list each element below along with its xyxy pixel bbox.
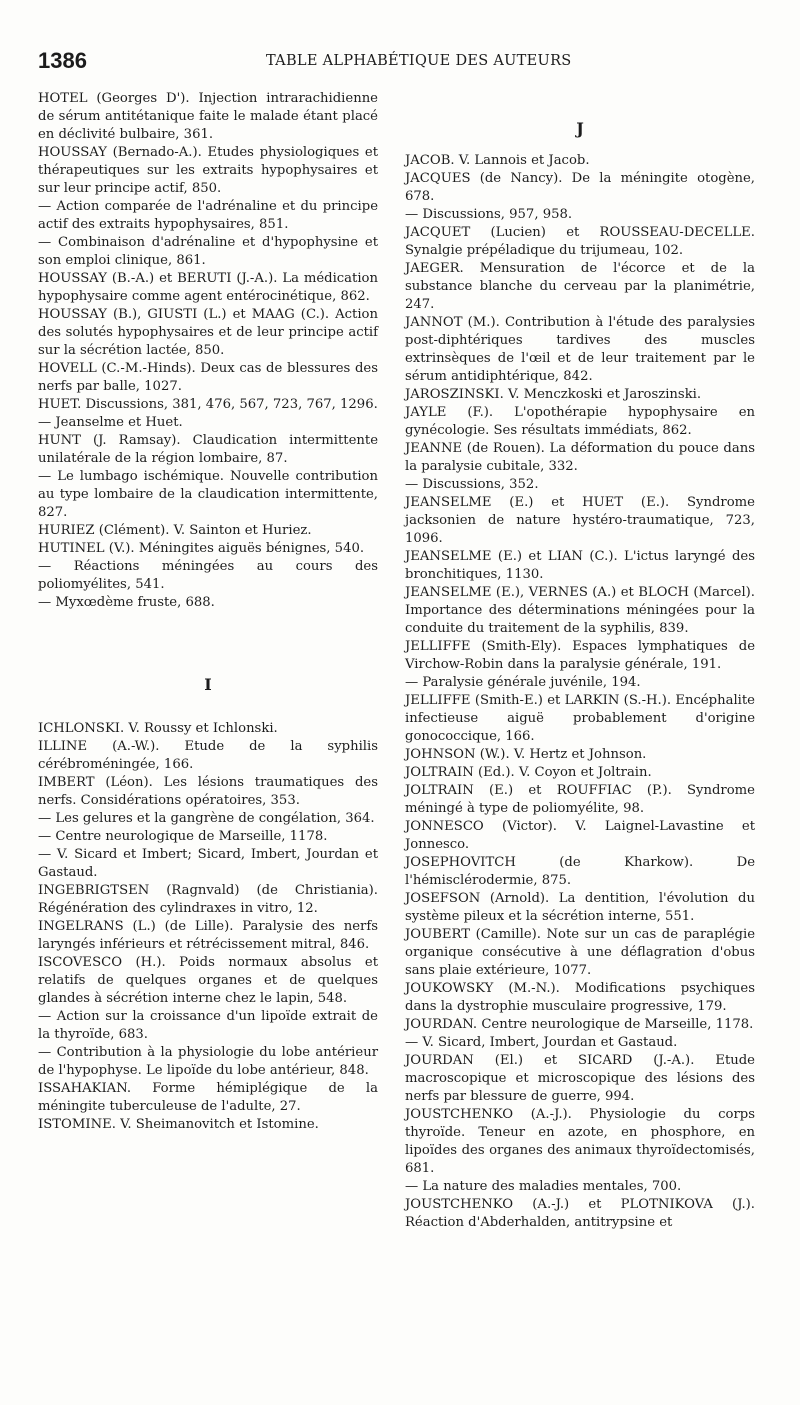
page-header — [38, 48, 760, 78]
index-entry: INGELRANS (L.) (de Lille). Paralysie des nerfs laryngés inférieurs et rétrécissement mitral, 846. — [38, 919, 378, 952]
index-entry: — Action comparée de l'adrénaline et du principe actif des extraits hypophysaires, 851. — [38, 199, 378, 232]
index-entry: JOUBERT (Camille). Note sur un cas de paraplégie organique consécutive à une déflagration d'obus sans plaie extérieure, 1077. — [405, 927, 755, 978]
index-entry: JACQUES (de Nancy). De la méningite otogène, 678. — [405, 171, 755, 204]
index-entry: ISTOMINE. V. Sheimanovitch et Istomine. — [38, 1117, 319, 1132]
index-entry: HUTINEL (V.). Méningites aiguës bénignes, 540. — [38, 541, 365, 556]
index-entry: JELLIFFE (Smith-Ely). Espaces lymphatiques de Virchow-Robin dans la paralysie générale, 191. — [405, 639, 755, 672]
index-entry: HOVELL (C.-M.-Hinds). Deux cas de blessures des nerfs par balle, 1027. — [38, 361, 378, 394]
index-entry: HOUSSAY (B.-A.) et BERUTI (J.-A.). La médication hypophysaire comme agent entérocinétique, 862. — [38, 271, 378, 304]
index-entry: JOURDAN (El.) et SICARD (J.-A.). Etude macroscopique et microscopique des lésions des nerfs par blessure de guerre, 994. — [405, 1053, 755, 1104]
index-entry: — Discussions, 957, 958. — [405, 207, 573, 222]
entries-h — [38, 90, 378, 612]
index-entry: HUNT (J. Ramsay). Claudication intermittente unilatérale de la région lombaire, 87. — [38, 433, 378, 466]
index-entry: HOTEL (Georges D'). Injection intrarachidienne de sérum antitétanique faite le malade étant placé en déclivité bulbaire, 361. — [38, 91, 378, 142]
index-entry: JOUKOWSKY (M.-N.). Modifications psychiques dans la dystrophie musculaire progressive, 179. — [405, 981, 755, 1014]
index-entry: ILLINE (A.-W.). Etude de la syphilis cérébroméningée, 166. — [38, 739, 378, 772]
index-entry: JAROSZINSKI. V. Menczkoski et Jaroszinski. — [405, 387, 702, 402]
index-entry: — Combinaison d'adrénaline et d'hypophysine et son emploi clinique, 861. — [38, 235, 378, 268]
index-entry: — V. Sicard, Imbert, Jourdan et Gastaud. — [405, 1035, 678, 1050]
index-entry: — V. Sicard et Imbert; Sicard, Imbert, Jourdan et Gastaud. — [38, 847, 378, 880]
index-entry: — Action sur la croissance d'un lipoïde extrait de la thyroïde, 683. — [38, 1009, 378, 1042]
index-entry: — Centre neurologique de Marseille, 1178. — [38, 829, 328, 844]
index-entry: JELLIFFE (Smith-E.) et LARKIN (S.-H.). Encéphalite infectieuse aiguë probablement d'origine gonococcique, 166. — [405, 693, 755, 744]
index-entry: — Réactions méningées au cours des poliomyélites, 541. — [38, 559, 378, 592]
index-entry: JEANSELME (E.) et HUET (E.). Syndrome jacksonien de nature hystéro-traumatique, 723, 1096. — [405, 495, 755, 546]
index-entry: — Le lumbago ischémique. Nouvelle contribution au type lombaire de la claudication intermittente, 827. — [38, 469, 378, 520]
index-entry: JONNESCO (Victor). V. Laignel-Lavastine et Jonnesco. — [405, 819, 755, 852]
index-entry: JOURDAN. Centre neurologique de Marseille, 1178. — [405, 1017, 754, 1032]
page-number: 1386 — [38, 48, 87, 73]
index-entry: JOLTRAIN (Ed.). V. Coyon et Joltrain. — [405, 765, 652, 780]
index-entry: — La nature des maladies mentales, 700. — [405, 1179, 682, 1194]
index-entry: — Jeanselme et Huet. — [38, 415, 183, 430]
entries-j — [405, 152, 755, 1232]
index-entry: JEANSELME (E.), VERNES (A.) et BLOCH (Marcel). Importance des déterminations méningées pour la conduite du traitement de la syphilis, 839. — [405, 585, 755, 636]
entries-i — [38, 720, 378, 1134]
index-entry: — Contribution à la physiologie du lobe antérieur de l'hypophyse. Le lipoïde du lobe antérieur, 848. — [38, 1045, 378, 1078]
index-entry: JOUSTCHENKO (A.-J.) et PLOTNIKOVA (J.). Réaction d'Abderhalden, antitrypsine et — [405, 1197, 755, 1230]
index-entry: — Paralysie générale juvénile, 194. — [405, 675, 641, 690]
index-entry: JOLTRAIN (E.) et ROUFFIAC (P.). Syndrome méningé à type de poliomyélite, 98. — [405, 783, 755, 816]
section-letter-j: J — [576, 119, 584, 138]
index-entry: — Discussions, 352. — [405, 477, 539, 492]
right-column — [405, 120, 755, 1232]
index-entry: JEANNE (de Rouen). La déformation du pouce dans la paralysie cubitale, 332. — [405, 441, 755, 474]
index-entry: JOSEPHOVITCH (de Kharkow). De l'hémisclérodermie, 875. — [405, 855, 755, 888]
index-entry: JOUSTCHENKO (A.-J.). Physiologie du corps thyroïde. Teneur en azote, en phosphore, en lipoïdes des organes des animaux thyroïdectomisés, 681. — [405, 1107, 755, 1176]
index-entry: HUET. Discussions, 381, 476, 567, 723, 767, 1296. — [38, 397, 378, 412]
index-entry: INGEBRIGTSEN (Ragnvald) (de Christiania). Régénération des cylindraxes in vitro, 12. — [38, 883, 378, 916]
index-entry: JAEGER. Mensuration de l'écorce et de la substance blanche du cerveau par la planimétrie, 247. — [405, 261, 755, 312]
index-entry: JEANSELME (E.) et LIAN (C.). L'ictus laryngé des bronchitiques, 1130. — [405, 549, 755, 582]
index-entry: HOUSSAY (Bernado-A.). Etudes physiologiques et thérapeutiques sur les extraits hypophysaires et sur leur principe actif, 850. — [38, 145, 378, 196]
index-entry: IMBERT (Léon). Les lésions traumatiques des nerfs. Considérations opératoires, 353. — [38, 775, 378, 808]
index-entry: JAYLE (F.). L'opothérapie hypophysaire en gynécologie. Ses résultats immédiats, 862. — [405, 405, 755, 438]
left-column — [38, 90, 378, 1134]
index-entry: JANNOT (M.). Contribution à l'étude des paralysies post-diphtériques tardives des muscles extrinsèques de l'œil et de leur traitement par le sérum antidiphtérique, 842. — [405, 315, 755, 384]
index-entry: JOSEFSON (Arnold). La dentition, l'évolution du système pileux et la sécrétion interne, 551. — [405, 891, 755, 924]
index-entry: — Les gelures et la gangrène de congélation, 364. — [38, 811, 375, 826]
index-entry: ISCOVESCO (H.). Poids normaux absolus et relatifs de quelques organes et de quelques glandes à sécrétion interne chez le lapin, 548. — [38, 955, 378, 1006]
index-entry: HOUSSAY (B.), GIUSTI (L.) et MAAG (C.). Action des solutés hypophysaires et de leur principe actif sur la sécrétion lactée, 850. — [38, 307, 378, 358]
index-entry: — Myxœdème fruste, 688. — [38, 595, 215, 610]
index-entry: JOHNSON (W.). V. Hertz et Johnson. — [405, 747, 647, 762]
index-entry: JACOB. V. Lannois et Jacob. — [405, 153, 590, 168]
index-entry: JACQUET (Lucien) et ROUSSEAU-DECELLE. Synalgie prépéladique du trijumeau, 102. — [405, 225, 755, 258]
section-letter-i: I — [204, 675, 212, 694]
running-title: TABLE ALPHABÉTIQUE DES AUTEURS — [266, 53, 572, 69]
index-entry: ISSAHAKIAN. Forme hémiplégique de la méningite tuberculeuse de l'adulte, 27. — [38, 1081, 378, 1114]
index-entry: ICHLONSKI. V. Roussy et Ichlonski. — [38, 721, 278, 736]
index-entry: HURIEZ (Clément). V. Sainton et Huriez. — [38, 523, 312, 538]
